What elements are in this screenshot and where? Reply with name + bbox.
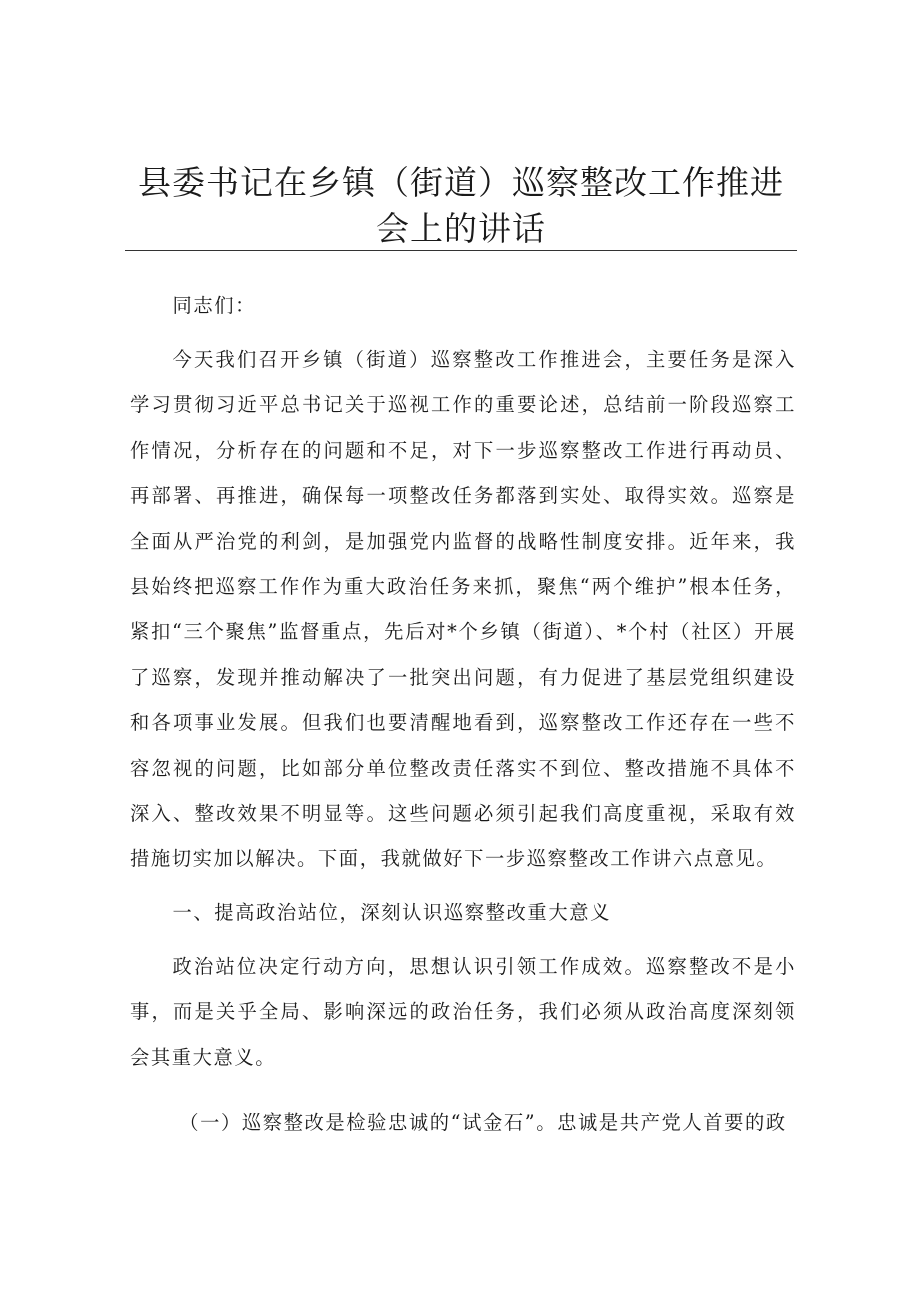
section-1-paragraph: 政治站位决定行动方向，思想认识引领工作成效。巡察整改不是小事，而是关乎全局、影响深远的政治任务，我们必须从政治高度深刻领会其重大意义。 (130, 955, 796, 1069)
intro-paragraph: 今天我们召开乡镇（街道）巡察整改工作推进会，主要任务是深入学习贯彻习近平总书记关于巡视工作的重要论述，总结前一阶段巡察工作情况，分析存在的问题和不足，对下一步巡察整改工作进行再动员、再部署、再推进，确保每一项整改任务都落到实处、取得实效。巡察是全面从严治党的利剑，是加强党内监督的战略性制度安排。近年来，我县始终把巡察工作作为重大政治任务来抓，聚焦“两个维护”根本任务，紧扣“三个聚焦”监督重点，先后对*个乡镇（街道）、*个村（社区）开展了巡察，发现并推动解决了一批突出问题，有力促进了基层党组织建设和各项事业发展。但我们也要清醒地看到，巡察整改工作还存在一些不容忽视的问题，比如部分单位整改责任落实不到位、整改措施不具体不深入、整改效果不明显等。这些问题必须引起我们高度重视，采取有效措施切实加以解决。下面，我就做好下一步巡察整改工作讲六点意见。 (130, 348, 796, 871)
document-title: 县委书记在乡镇（街道）巡察整改工作推进会上的讲话 (138, 163, 784, 248)
subsection-1-paragraph: （一）巡察整改是检验忠诚的“试金石”。忠诚是共产党人首要的政 (179, 1111, 787, 1134)
greeting: 同志们： (172, 294, 256, 317)
title-underline (125, 250, 797, 251)
section-heading-1: 一、提高政治站位，深刻认识巡察整改重大意义 (172, 901, 611, 924)
